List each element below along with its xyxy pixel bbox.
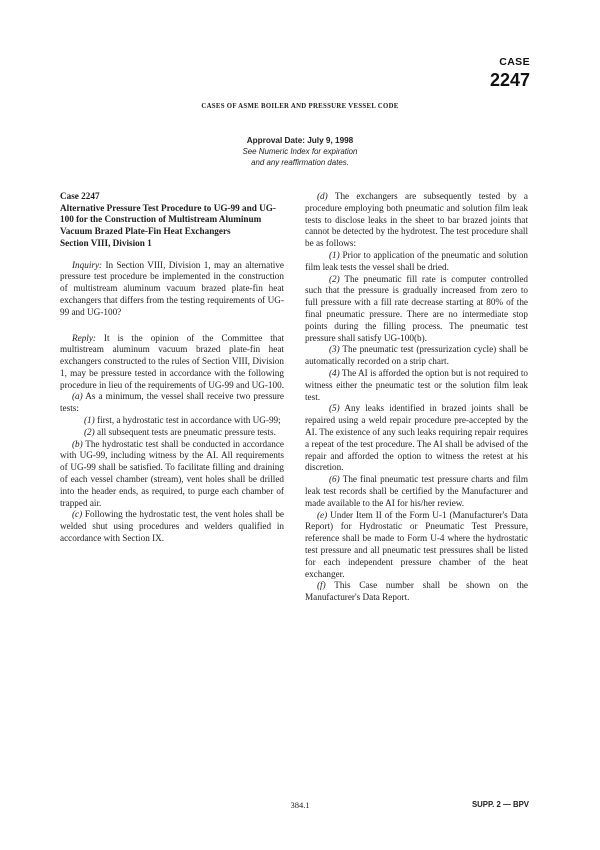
page-number: 384.1 bbox=[290, 800, 310, 810]
paragraph-d4 bbox=[305, 368, 528, 403]
paragraph-a-label: (a) bbox=[72, 391, 83, 402]
paragraph-d3 bbox=[305, 344, 528, 368]
paragraph-a1-label: (1) bbox=[84, 415, 95, 426]
paragraph-d5 bbox=[305, 403, 528, 474]
reply-label: Reply: bbox=[72, 332, 96, 343]
paragraph-d6 bbox=[305, 474, 528, 509]
paragraph-a2-text: all subsequent tests are pneumatic pressure tests. bbox=[97, 426, 276, 437]
approval-note-line-1: See Numeric Index for expiration bbox=[242, 147, 358, 156]
paragraph-a1 bbox=[60, 415, 284, 427]
paragraph-d4-label: (4) bbox=[329, 367, 340, 378]
approval-block bbox=[0, 134, 600, 168]
paragraph-c bbox=[60, 509, 284, 544]
paragraph-d5-label: (5) bbox=[329, 403, 340, 414]
paragraph-d6-text: The final pneumatic test pressure charts and film leak test records shall be certified by the Manufacturer and made available to the AI for his/her review. bbox=[305, 474, 528, 508]
approval-note-line-2: and any reaffirmation dates. bbox=[251, 157, 349, 167]
paragraph-d6-label: (6) bbox=[329, 474, 340, 485]
inquiry-text: In Section VIII, Division 1, may an alternative pressure test procedure be implemented in the construction of multistream aluminum vacuum brazed plate-fin heat exchangers that differs from the testing requirements of UG-99 and UG-100? bbox=[60, 259, 284, 317]
case-heading: Case 2247 bbox=[60, 191, 100, 201]
paragraph-a2 bbox=[60, 427, 284, 439]
paragraph-d-text: The exchangers are subsequently tested by a procedure employing both pneumatic and solution film leak tests to disclose leaks in the sheet to bar brazed joints that cannot be detected by the hydrotest. The test procedure shall be as follows: bbox=[305, 191, 528, 249]
approval-date: Approval Date: July 9, 1998 bbox=[246, 136, 354, 145]
paragraph-a2-label: (2) bbox=[84, 426, 95, 437]
paragraph-d1 bbox=[305, 250, 528, 274]
case-label: CASE bbox=[499, 56, 530, 68]
paragraph-e bbox=[305, 510, 528, 581]
reply-paragraph bbox=[60, 333, 284, 392]
paragraph-d5-text: Any leaks identified in brazed joints shall be repaired using a weld repair procedure pre-accepted by the AI. The existence of any such leaks requiring repair requires a repeat of the test procedure. The AI shall be advised of the repair and afforded the option to witness the retest at his discretion. bbox=[305, 403, 528, 473]
inquiry-paragraph bbox=[60, 260, 284, 319]
paragraph-d2 bbox=[305, 274, 528, 345]
paragraph-d1-text: Prior to application of the pneumatic and solution film leak tests the vessel shall be dried. bbox=[305, 249, 529, 272]
paragraph-b bbox=[60, 439, 284, 510]
paragraph-d1-label: (1) bbox=[329, 249, 340, 260]
paragraph-f bbox=[305, 580, 528, 604]
paragraph-f-label: (f) bbox=[317, 580, 326, 591]
paragraph-a-text: As a minimum, the vessel shall receive two pressure tests: bbox=[60, 391, 284, 414]
paragraph-c-label: (c) bbox=[72, 509, 83, 520]
case-block bbox=[490, 55, 530, 91]
paragraph-b-text: The hydrostatic test shall be conducted in accordance with UG-99, including witness by the AI. All requirements of UG-99 shall be satisfied. To facilitate filling and draining of each vessel chamber (stream), vent holes shall be drilled into the header ends, as required, to purge each chamber of trapped air. bbox=[60, 438, 284, 508]
left-column bbox=[60, 191, 284, 545]
paragraph-d4-text: The AI is afforded the option but is not required to witness either the pneumatic test or the solution film leak test. bbox=[305, 367, 528, 402]
case-section: Section VIII, Division 1 bbox=[60, 237, 152, 248]
paragraph-d2-text: The pneumatic fill rate is computer controlled such that the pressure is gradually increased from zero to full pressure with a fill rate decrease starting at 80% of the final pneumatic pressure. There are no intermediate stop points during the filling process. The pneumatic test pressure shall satisfy UG-100(b). bbox=[305, 273, 529, 343]
paragraph-e-label: (e) bbox=[317, 509, 328, 520]
inquiry-label: Inquiry: bbox=[72, 259, 103, 270]
paragraph-d2-label: (2) bbox=[329, 273, 340, 284]
code-title: CASES OF ASME BOILER AND PRESSURE VESSEL CODE bbox=[201, 103, 399, 110]
case-number: 2247 bbox=[489, 70, 530, 90]
paragraph-c-text: Following the hydrostatic test, the vent holes shall be welded shut using procedures and welders qualified in accordance with Section IX. bbox=[60, 509, 284, 544]
supplement-label: SUPP. 2 — BPV bbox=[471, 800, 529, 809]
paragraph-d-label: (d) bbox=[317, 191, 328, 201]
paragraph-a bbox=[60, 391, 284, 415]
paragraph-d bbox=[305, 191, 528, 250]
right-column bbox=[305, 191, 528, 604]
reply-text: It is the opinion of the Committee that multistream aluminum vacuum brazed plate-fin heat exchangers constructed to the rules of Section VIII, Division 1, may be pressure tested in accordance with the following procedure in lieu of the requirements of UG-99 and UG-100. bbox=[60, 332, 285, 390]
case-title: Alternative Pressure Test Procedure to UG-99 and UG-100 for the Construction of Multistream Aluminum Vacuum Brazed Plate-Fin Heat Exchangers bbox=[60, 202, 276, 237]
paragraph-d3-text: The pneumatic test (pressurization cycle) shall be automatically recorded on a strip chart. bbox=[305, 344, 528, 367]
paragraph-e-text: Under Item II of the Form U-1 (Manufacturer's Data Report) for Hydrostatic or Pneumatic Test Pressure, reference shall be made to Form U-4 where the hydrostatic test pressure and all pneumatic test pressures shall be listed for each independent pressure chamber of the heat exchanger. bbox=[305, 509, 529, 579]
paragraph-d3-label: (3) bbox=[329, 344, 340, 355]
paragraph-a1-text: first, a hydrostatic test in accordance with UG-99; bbox=[97, 415, 281, 426]
paragraph-f-text: This Case number shall be shown on the Manufacturer's Data Report. bbox=[305, 580, 528, 603]
paragraph-b-label: (b) bbox=[72, 438, 83, 449]
